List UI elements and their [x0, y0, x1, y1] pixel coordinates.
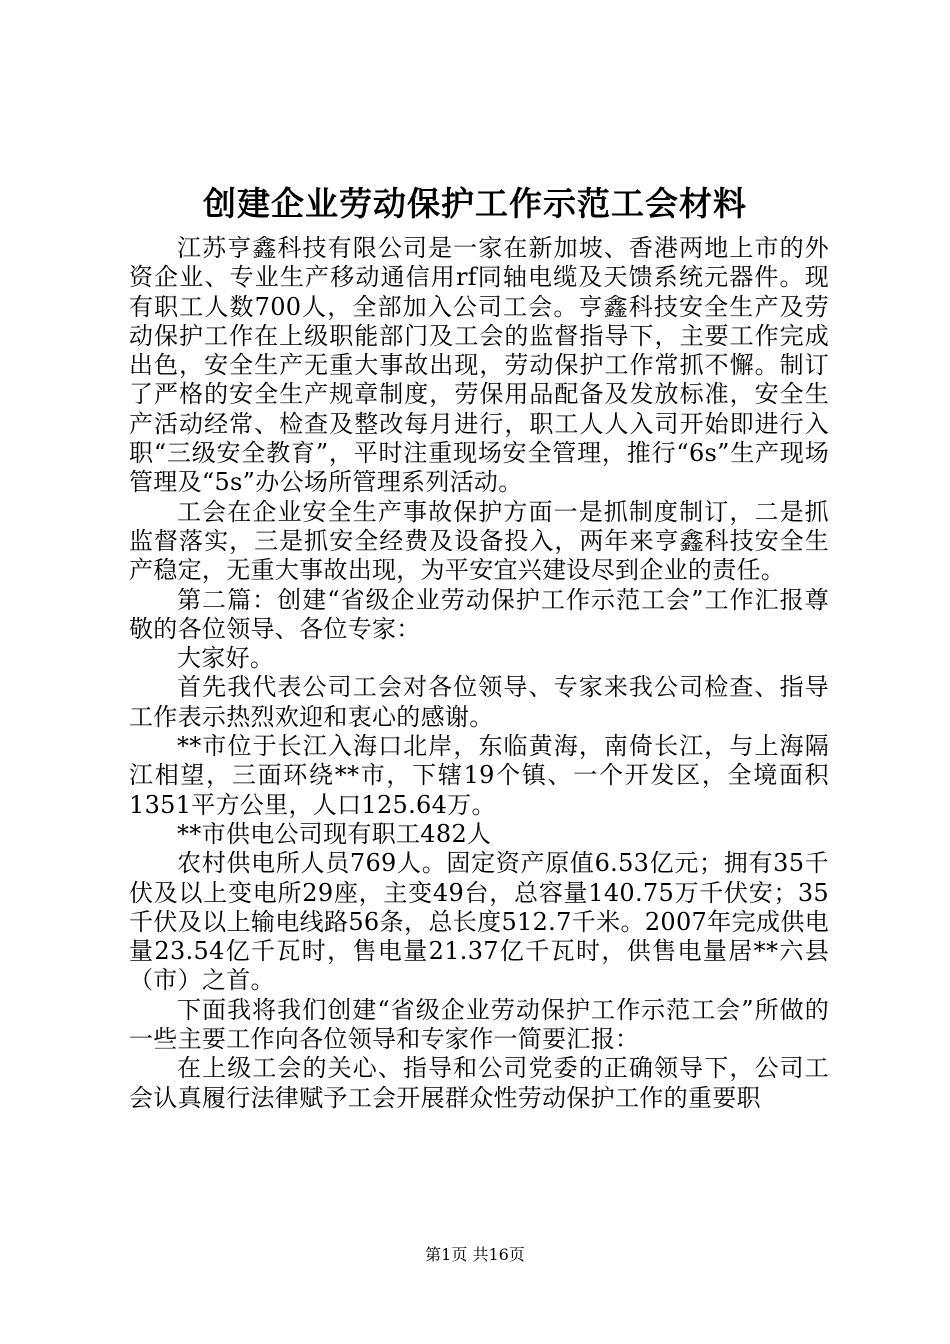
- paragraph: 首先我代表公司工会对各位领导、专家来我公司检查、指导工作表示热烈欢迎和衷心的感谢。: [129, 673, 829, 731]
- paragraph: 江苏亨鑫科技有限公司是一家在新加坡、香港两地上市的外资企业、专业生产移动通信用rf同轴电缆及天馈系统元器件。现有职工人数700人，全部加入公司工会。亨鑫科技安全生产及劳动保护工作在上级职能部门及工会的监督指导下，主要工作完成出色，安全生产无重大事故出现，劳动保护工作常抓不懈。制订了严格的安全生产规章制度，劳保用品配备及发放标准，安全生产活动经常、检查及整改每月进行，职工人人入司开始即进行入职“三级安全教育”，平时注重现场安全管理，推行“6s”生产现场管理及“5s”办公场所管理系列活动。: [129, 234, 829, 497]
- paragraph: 农村供电所人员769人。固定资产原值6.53亿元；拥有35千伏及以上变电所29座，主变49台，总容量140.75万千伏安；35千伏及以上输电线路56条，总长度512.7千米。2007年完成供电量23.54亿千瓦时，售电量21.37亿千瓦时，供售电量居**六县（市）之首。: [129, 849, 829, 995]
- paragraph: 大家好。: [177, 644, 275, 673]
- paragraph: 下面我将我们创建“省级企业劳动保护工作示范工会”所做的一些主要工作向各位领导和专家作一简要汇报：: [129, 995, 829, 1054]
- page-footer: 第1页 共16页: [425, 1245, 525, 1264]
- paragraph: **市供电公司现有职工482人: [177, 819, 492, 848]
- paragraph: 在上级工会的关心、指导和公司党委的正确领导下，公司工会认真履行法律赋予工会开展群众性劳动保护工作的重要职: [129, 1054, 829, 1112]
- paragraph: **市位于长江入海口北岸，东临黄海，南倚长江，与上海隔江相望，三面环绕**市，下辖19个镇、一个开发区，全境面积1351平方公里，人口125.64万。: [129, 732, 829, 819]
- paragraph: 工会在企业安全生产事故保护方面一是抓制度制订，二是抓监督落实，三是抓安全经费及设备投入，两年来亨鑫科技安全生产稳定，无重大事故出现，为平安宜兴建设尽到企业的责任。: [129, 497, 829, 585]
- paragraph: 第二篇：创建“省级企业劳动保护工作示范工会”工作汇报尊敬的各位领导、各位专家：: [129, 585, 829, 643]
- document-body: [129, 234, 829, 1113]
- document-title: 创建企业劳动保护工作示范工会材料: [203, 184, 747, 223]
